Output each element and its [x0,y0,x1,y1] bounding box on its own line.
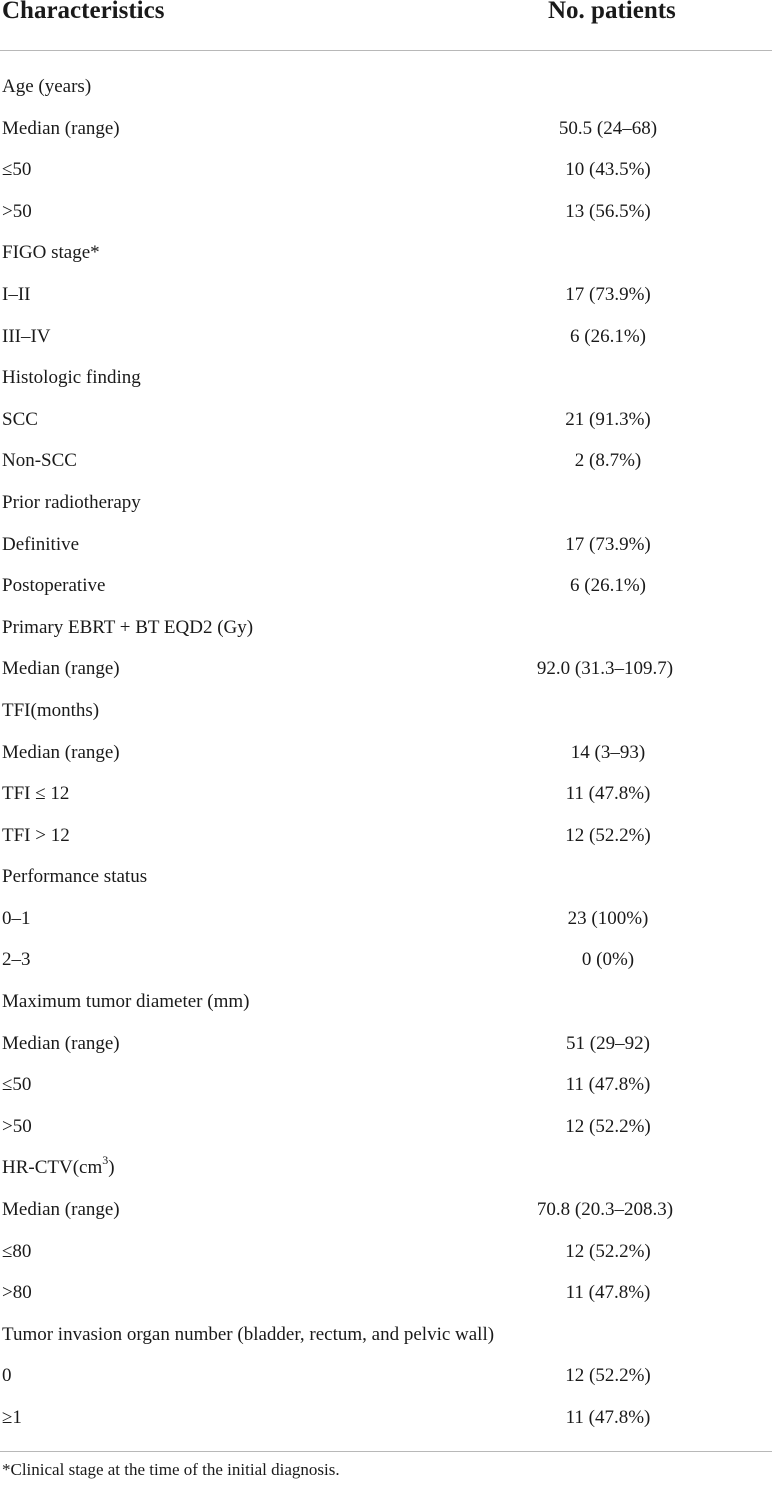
row-label-superscript: 3 [102,1153,109,1168]
table-row [0,565,772,607]
row-value [508,1314,708,1356]
row-label: Primary EBRT + BT EQD2 (Gy) [2,616,254,638]
table-row [0,1397,772,1439]
row-label: Median (range) [2,117,120,139]
table-row [0,482,772,524]
row-label: ≤50 [2,1074,32,1096]
row-value: 11 (47.8%) [565,1407,651,1428]
row-value: 17 (73.9%) [565,533,651,555]
row-value [508,856,708,898]
table-row [0,440,772,482]
row-value: 6 (26.1%) [570,575,646,597]
table-row [0,1106,772,1148]
table-footnote: *Clinical stage at the time of the initial diagnosis. [2,1460,340,1479]
footer-divider [0,1451,772,1452]
row-label: SCC [2,408,38,430]
row-label: TFI ≤ 12 [2,783,70,805]
row-value: 11 (47.8%) [565,1282,651,1304]
table-row [0,732,772,774]
row-value [508,357,708,399]
row-value [508,607,708,649]
table-row [0,981,772,1023]
table-header [0,0,772,34]
row-label: Median (range) [2,1032,120,1054]
row-label: ≤50 [2,159,32,181]
table-row [0,856,772,898]
row-value: 12 (52.2%) [565,1240,651,1262]
table-row [0,607,772,649]
row-value: 51 (29–92) [566,1032,650,1054]
row-value [508,66,708,108]
row-value [508,232,708,274]
header-divider [0,50,772,51]
row-label: Tumor invasion organ number (bladder, rectum, and pelvic wall) [2,1323,495,1345]
table-row [0,1023,772,1065]
row-value: 0 (0%) [581,949,635,971]
row-value: 13 (56.5%) [565,200,651,222]
row-label: >80 [2,1282,32,1304]
row-label: >50 [2,200,32,222]
row-label: Histologic finding [2,367,141,389]
table-row [0,191,772,233]
row-label-text: HR-CTV(cm [2,1157,103,1179]
row-label: FIGO stage* [2,242,100,264]
row-value: 17 (73.9%) [565,283,651,305]
row-value: 2 (8.7%) [574,450,642,472]
table-row [0,149,772,191]
row-label: TFI > 12 [2,824,70,846]
row-label [2,1147,115,1189]
row-label: ≥1 [2,1407,22,1428]
row-value: 10 (43.5%) [565,159,651,181]
table-row [0,1314,772,1356]
row-value: 14 (3–93) [570,741,646,763]
row-value: 12 (52.2%) [565,824,651,846]
row-label: Prior radiotherapy [2,491,141,513]
row-value [508,690,708,732]
table-row [0,815,772,857]
row-label: Postoperative [2,575,106,597]
row-label: Definitive [2,533,80,555]
row-value: 12 (52.2%) [565,1365,651,1387]
row-label: 0 [2,1365,12,1387]
row-label: Median (range) [2,741,120,763]
table-row [0,232,772,274]
row-value: 50.5 (24–68) [558,117,658,139]
row-value: 11 (47.8%) [565,1074,651,1096]
row-label: 0–1 [2,907,31,929]
table-row [0,648,772,690]
table-row [0,1272,772,1314]
row-value: 23 (100%) [567,907,649,929]
table-row [0,357,772,399]
table-row [0,108,772,150]
row-value [508,482,708,524]
table-row [0,690,772,732]
row-value [508,1147,708,1189]
row-value: 11 (47.8%) [565,783,651,805]
table-row [0,1147,772,1189]
row-label: Non-SCC [2,450,77,472]
row-label: Age (years) [2,76,92,97]
row-value: 12 (52.2%) [565,1115,651,1137]
row-label: Median (range) [2,1199,120,1221]
column-header-characteristics: Characteristics [2,0,165,24]
row-label: ≤80 [2,1240,32,1262]
row-label: TFI(months) [2,699,100,721]
table-row [0,1231,772,1273]
table-row [0,773,772,815]
table-row [0,939,772,981]
row-label: III–IV [2,325,51,347]
table-row [0,399,772,441]
row-value: 6 (26.1%) [570,325,646,347]
table-body [0,66,772,1439]
table-row [0,1355,772,1397]
row-label: 2–3 [2,949,31,971]
table-row [0,66,772,108]
row-value [508,981,708,1023]
column-header-patients: No. patients [548,0,676,24]
row-label: Median (range) [2,658,120,680]
row-label: Performance status [2,866,148,888]
table-row [0,1189,772,1231]
row-label: >50 [2,1115,32,1137]
table-row [0,316,772,358]
row-value: 21 (91.3%) [565,408,651,430]
row-label-suffix: ) [108,1157,115,1179]
table-row [0,1064,772,1106]
table-row [0,898,772,940]
row-label: Maximum tumor diameter (mm) [2,991,250,1013]
table-row [0,524,772,566]
table-row [0,274,772,316]
row-value: 92.0 (31.3–109.7) [536,658,674,680]
row-value: 70.8 (20.3–208.3) [536,1199,674,1221]
row-label: I–II [2,283,31,305]
